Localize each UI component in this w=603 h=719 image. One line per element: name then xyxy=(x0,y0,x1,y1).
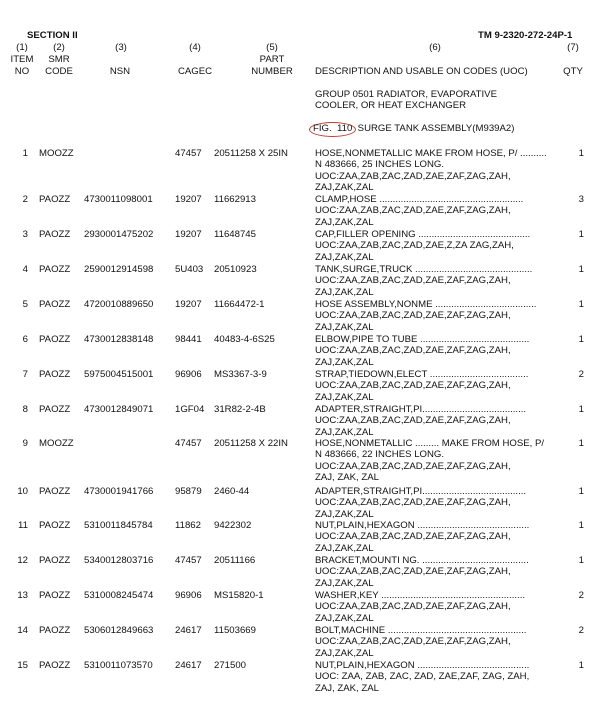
description-line: UOC:ZAA,ZAB,ZAC,ZAD,ZAE,ZAF,ZAG,ZAH, xyxy=(315,601,511,613)
smr-code: PAOZZ xyxy=(39,590,71,601)
item-number: 13 xyxy=(17,590,28,601)
description-line: ZAJ, ZAK, ZAL xyxy=(315,682,379,694)
item-number: 6 xyxy=(22,334,28,345)
description-line: UOC:ZAA,ZAB,ZAC,ZAD,ZAE,ZAF,ZAG,ZAH, xyxy=(315,415,511,427)
group-heading-line-1: GROUP 0501 RADIATOR, EVAPORATIVE xyxy=(315,89,497,100)
cagec: 98441 xyxy=(175,334,202,345)
part-number: 20511166 xyxy=(214,555,256,566)
description-line: WASHER,KEY ...................................................... xyxy=(315,590,526,601)
nsn: 5310011845784 xyxy=(84,520,153,531)
cagec: 19207 xyxy=(175,229,202,240)
description-line: UOC:ZAA,ZAB,ZAC,ZAD,ZAE,ZAF,ZAG,ZAH, xyxy=(315,275,511,287)
description-line: N 483666, 22 INCHES LONG. xyxy=(315,449,445,461)
smr-code: PAOZZ xyxy=(39,555,71,566)
col-part-label: PART xyxy=(259,54,285,65)
col-desc-label: DESCRIPTION AND USABLE ON CODES (UOC) xyxy=(315,66,528,77)
nsn: 2590012914598 xyxy=(84,264,154,275)
quantity: 1 xyxy=(578,334,584,345)
smr-code: PAOZZ xyxy=(39,194,71,205)
description-line: ZAJ,ZAK,ZAL xyxy=(315,542,374,554)
item-number: 12 xyxy=(17,555,28,566)
description-line: BRACKET,MOUNTI NG. ........................................ xyxy=(315,555,529,566)
description-line: UOC:ZAA,ZAB,ZAC,ZAD,ZAE,ZAF,ZAG,ZAH, xyxy=(315,205,511,217)
smr-code: PAOZZ xyxy=(39,264,71,275)
smr-code: PAOZZ xyxy=(39,404,71,415)
description-line: HOSE,NONMETALLIC ......... MAKE FROM HOSE, P/ xyxy=(315,438,545,449)
cagec: 11862 xyxy=(175,520,201,531)
part-number: MS3367-3-9 xyxy=(214,369,267,380)
quantity: 3 xyxy=(578,194,584,205)
figure-label: FIG. 110 xyxy=(313,123,353,134)
description-line: UOC:ZAA,ZAB,ZAC,ZAD,ZAE,ZAF,ZAG,ZAH, xyxy=(315,310,511,322)
description-line: NUT,PLAIN,HEXAGON .......................................... xyxy=(315,520,530,531)
part-number: MS15820-1 xyxy=(214,590,264,601)
description-line: CLAMP,HOSE ...................................................... xyxy=(315,194,524,205)
item-number: 9 xyxy=(22,438,28,449)
quantity: 1 xyxy=(578,660,584,671)
description-line: UOC:ZAA,ZAB,ZAC,ZAD,ZAE,ZAF,ZAG,ZAH, xyxy=(315,380,511,392)
smr-code: PAOZZ xyxy=(39,369,71,380)
smr-code: MOOZZ xyxy=(39,148,74,159)
item-number: 3 xyxy=(22,229,28,240)
quantity: 1 xyxy=(578,229,584,240)
col-smr-num: (2) xyxy=(53,42,65,53)
part-number: 11662913 xyxy=(214,194,256,205)
cagec: 19207 xyxy=(175,299,202,310)
col-smr-label: SMR xyxy=(48,54,70,65)
col-nsn-label: NSN xyxy=(109,66,131,77)
description-line: ZAJ,ZAK,ZAL xyxy=(315,356,374,368)
item-number: 4 xyxy=(22,264,28,275)
description-line: ZAJ, ZAK, ZAL xyxy=(315,471,379,483)
nsn: 4730001941766 xyxy=(84,486,154,497)
nsn: 5340012803716 xyxy=(84,555,154,566)
description-line: UOC:ZAA,ZAB,ZAC,ZAD,ZAE,ZAF,ZAG,ZAH, xyxy=(315,170,511,182)
part-number: 11648745 xyxy=(214,229,256,240)
description-line: UOC:ZAA,ZAB,ZAC,ZAD,ZAE,ZAF,ZAG,ZAH, xyxy=(315,345,511,357)
col-part-label-2: NUMBER xyxy=(251,66,293,77)
quantity: 1 xyxy=(578,555,584,566)
part-number: 11664472-1 xyxy=(214,299,265,310)
item-number: 10 xyxy=(17,486,28,497)
description-line: ZAJ,ZAK,ZAL xyxy=(315,391,374,403)
description-line: BOLT,MACHINE .................................................... xyxy=(315,625,527,636)
cagec: 1GF04 xyxy=(175,404,205,415)
smr-code: PAOZZ xyxy=(39,520,71,531)
nsn: 5306012849663 xyxy=(84,625,154,636)
section-title: SECTION II xyxy=(27,30,78,41)
figure-title: SURGE TANK ASSEMBLY(M939A2) xyxy=(355,123,515,134)
quantity: 1 xyxy=(578,299,584,310)
smr-code: PAOZZ xyxy=(39,334,71,345)
quantity: 1 xyxy=(578,486,584,497)
nsn: 5310011073570 xyxy=(84,660,153,671)
quantity: 1 xyxy=(578,264,584,275)
part-number: 40483-4-6S25 xyxy=(214,334,275,345)
col-qty-num: (7) xyxy=(567,42,579,53)
group-heading-line-2: COOLER, OR HEAT EXCHANGER xyxy=(315,100,467,111)
part-number: 11503669 xyxy=(214,625,256,636)
col-item-num: (1) xyxy=(16,42,28,53)
smr-code: PAOZZ xyxy=(39,299,71,310)
quantity: 2 xyxy=(578,625,584,636)
tm-number: TM 9-2320-272-24P-1 xyxy=(478,30,573,41)
part-number: 271500 xyxy=(214,660,247,671)
item-number: 14 xyxy=(17,625,28,636)
cagec: 24617 xyxy=(175,625,202,636)
col-nsn-num: (3) xyxy=(115,42,127,53)
description-line: ZAJ,ZAK,ZAL xyxy=(315,216,374,228)
nsn: 4730012838148 xyxy=(84,334,154,345)
item-number: 5 xyxy=(22,299,28,310)
quantity: 1 xyxy=(578,404,584,415)
nsn: 4720010889650 xyxy=(84,299,154,310)
description-line: ZAJ,ZAK,ZAL xyxy=(315,181,374,193)
part-number: 20511258 X 25IN xyxy=(214,148,288,159)
description-line: ELBOW,PIPE TO TUBE ......................................... xyxy=(315,334,530,345)
description-line: ZAJ,ZAK,ZAL xyxy=(315,508,374,520)
cagec: 47457 xyxy=(175,438,202,449)
cagec: 96906 xyxy=(175,369,202,380)
nsn: 5310008245474 xyxy=(84,590,154,601)
nsn: 4730012849071 xyxy=(84,404,154,415)
description-line: ZAJ,ZAK,ZAL xyxy=(315,251,374,263)
description-line: STRAP,TIEDOWN,ELECT ..................................... xyxy=(315,369,529,380)
smr-code: MOOZZ xyxy=(39,438,74,449)
quantity: 1 xyxy=(578,148,584,159)
quantity: 1 xyxy=(578,438,584,449)
item-number: 7 xyxy=(22,369,28,380)
col-item-label-2: NO xyxy=(14,66,30,77)
description-line: ZAJ,ZAK,ZAL xyxy=(315,426,374,438)
description-line: ZAJ,ZAK,ZAL xyxy=(315,577,374,589)
part-number: 2460-44 xyxy=(214,486,250,497)
part-number: 20511258 X 22IN xyxy=(214,438,288,449)
description-line: HOSE,NONMETALLIC MAKE FROM HOSE, P/ .......... xyxy=(315,148,547,159)
col-qty-label: QTY xyxy=(563,66,583,77)
col-part-num: (5) xyxy=(266,42,278,53)
item-number: 8 xyxy=(22,404,28,415)
nsn: 4730011098001 xyxy=(84,194,153,205)
col-item-label: ITEM xyxy=(10,54,34,65)
description-line: HOSE ASSEMBLY,NONME ...................................... xyxy=(315,299,537,310)
col-smr-label-2: CODE xyxy=(45,66,73,77)
smr-code: PAOZZ xyxy=(39,660,71,671)
part-number: 9422302 xyxy=(214,520,252,531)
description-line: UOC:ZAA,ZAB,ZAC,ZAD,ZAE,ZAF,ZAG,ZAH, xyxy=(315,460,511,472)
part-number: 20510923 xyxy=(214,264,257,275)
cagec: 5U403 xyxy=(175,264,204,275)
description-line: ZAJ,ZAK,ZAL xyxy=(315,321,374,333)
description-line: N 483666, 25 INCHES LONG. xyxy=(315,159,445,171)
item-number: 1 xyxy=(22,148,28,159)
quantity: 1 xyxy=(578,520,584,531)
description-line: UOC: ZAA, ZAB, ZAC, ZAD, ZAE,ZAF, ZAG, ZAH, xyxy=(315,671,530,683)
description-line: ADAPTER,STRAIGHT,PI....................................... xyxy=(315,486,527,497)
nsn: 2930001475202 xyxy=(84,229,154,240)
smr-code: PAOZZ xyxy=(39,625,71,636)
cagec: 95879 xyxy=(175,486,202,497)
cagec: 47457 xyxy=(175,555,202,566)
description-line: UOC:ZAA,ZAB,ZAC,ZAD,ZAE,ZAF,ZAG,ZAH, xyxy=(315,636,511,648)
part-number: 31R82-2-4B xyxy=(214,404,266,415)
description-line: ZAJ,ZAK,ZAL xyxy=(315,612,374,624)
description-line: UOC:ZAA,ZAB,ZAC,ZAD,ZAE,ZAF,ZAG,ZAH, xyxy=(315,531,511,543)
nsn: 5975004515001 xyxy=(84,369,154,380)
cagec: 96906 xyxy=(175,590,202,601)
quantity: 2 xyxy=(578,590,584,601)
col-cagec-label: CAGEC xyxy=(177,66,213,77)
item-number: 11 xyxy=(18,520,28,531)
item-number: 2 xyxy=(22,194,28,205)
cagec: 19207 xyxy=(175,194,202,205)
cagec: 24617 xyxy=(175,660,202,671)
smr-code: PAOZZ xyxy=(39,229,71,240)
col-desc-num: (6) xyxy=(429,42,441,53)
description-line: ZAJ,ZAK,ZAL xyxy=(315,647,374,659)
description-line: ADAPTER,STRAIGHT,PI....................................... xyxy=(315,404,527,415)
col-cagec-num: (4) xyxy=(189,42,201,53)
smr-code: PAOZZ xyxy=(39,486,71,497)
description-line: TANK,SURGE,TRUCK ............................................ xyxy=(315,264,533,275)
quantity: 2 xyxy=(578,369,584,380)
description-line: ZAJ,ZAK,ZAL xyxy=(315,286,374,298)
description-line: UOC:ZAA,ZAB,ZAC,ZAD,ZAE,ZAF,ZAG,ZAH, xyxy=(315,566,511,578)
description-line: UOC:ZAA,ZAB,ZAC,ZAD,ZAE,Z,ZA ZAG,ZAH, xyxy=(315,240,514,252)
description-line: UOC:ZAA,ZAB,ZAC,ZAD,ZAE,ZAF,ZAG,ZAH, xyxy=(315,497,511,509)
description-line: NUT,PLAIN,HEXAGON .......................................... xyxy=(315,660,530,671)
cagec: 47457 xyxy=(175,148,202,159)
description-line: CAP,FILLER OPENING .......................................... xyxy=(315,229,531,240)
item-number: 15 xyxy=(17,660,28,671)
